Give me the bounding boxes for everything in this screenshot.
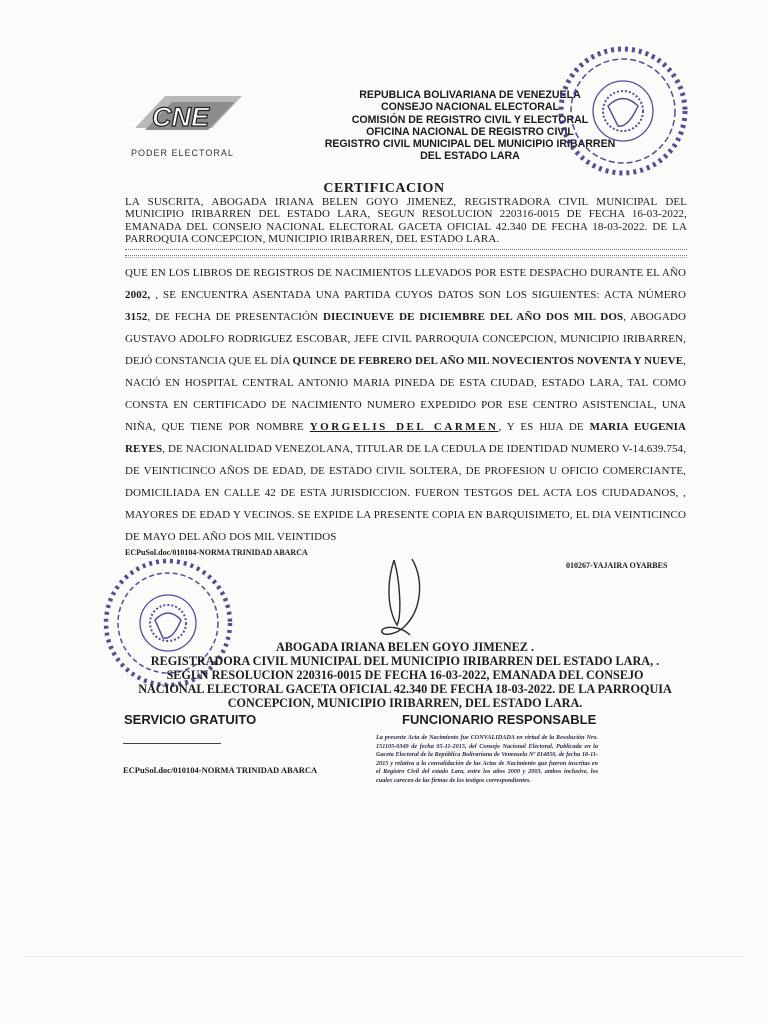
intro-paragraph: LA SUSCRITA, ABOGADA IRIANA BELEN GOYO JIMENEZ, REGISTRADORA CIVIL MUNICIPAL DEL MUNICIPIO IRIBARREN DEL ESTADO LARA, SEGUN RESOLUCION 220316-0015 DE FECHA 16-03-2022, EMANADA DEL CONSEJO NACIONAL ELECTORAL GACETA OFICIAL 42.340 DE FECHA 18-03-2022. DE LA PARROQUIA CONCEPCION, MUNICIPIO IRIBARREN, DEL ESTADO LARA. xyxy=(125,196,687,245)
footer-line: CONCEPCION, MUNICIPIO IRIBARREN, DEL ESTADO LARA. xyxy=(227,696,583,710)
footer-line: NACIONAL ELECTORAL GACETA OFICIAL 42.340 DE FECHA 18-03-2022. DE LA PARROQUIA xyxy=(138,682,672,696)
body-text: , DE NACIONALIDAD VENEZOLANA, TITULAR DE LA CEDULA DE IDENTIDAD NUMERO V-14.639.754, DE VEINTICINCO AÑOS DE EDAD, DE ESTADO CIVIL SOLTERA, DE PROFESION U OFICIO COMERCIANTE, DOMICILIADA EN CALLE 42 DE ESTA JURISDICCION. FUERON TESTGOS DEL ACTA LOS CIUDADANOS, , MAYORES DE EDAD Y VECINOS. SE EXPIDE LA PRESENTE COPIA EN BARQUISIMETO, EL DIA VEINTICINCO DE MAYO DEL AÑO DOS MIL VEINTIDOS xyxy=(125,443,686,543)
footer-line: SEGUN RESOLUCION 220316-0015 DE FECHA 16-03-2022, EMANADA DEL CONSEJO xyxy=(166,668,644,682)
presentation-date: DIECINUEVE DE DICIEMBRE DEL AÑO DOS MIL DOS xyxy=(322,311,624,323)
svg-text:CNE: CNE xyxy=(152,102,210,132)
separator xyxy=(125,257,687,258)
logo-caption: PODER ELECTORAL xyxy=(131,148,234,158)
header-line: REGISTRO CIVIL MUNICIPAL DEL MUNICIPIO IRIBARREN xyxy=(324,138,616,151)
free-service-label: SERVICIO GRATUITO xyxy=(124,712,257,727)
official-seal-icon xyxy=(548,36,698,186)
child-name: YORGELIS DEL CARMEN xyxy=(309,421,499,433)
page-edge xyxy=(25,956,743,957)
ref-left: ECPuSol.doc/010104-NORMA TRINIDAD ABARCA xyxy=(125,548,308,557)
header-line: COMISIÓN DE REGISTRO CIVIL Y ELECTORAL xyxy=(351,113,589,126)
body-text: QUE EN LOS LIBROS DE REGISTROS DE NACIMIENTOS LLEVADOS POR ESTE DESPACHO DURANTE EL AÑO xyxy=(125,267,686,279)
birth-date: QUINCE DE FEBRERO DEL AÑO MIL NOVECIENTOS NOVENTA Y NUEVE xyxy=(292,355,684,367)
body-text: , Y ES HIJA DE xyxy=(498,421,590,433)
ref-bottom: ECPuSol.doc/010104-NORMA TRINIDAD ABARCA xyxy=(123,765,318,775)
document-title: CERTIFICACION xyxy=(323,181,445,196)
body-text: , NACIÓ EN HOSPITAL CENTRAL ANTONIO MARIA PINEDA DE ESTA CIUDAD, ESTADO LARA, TAL COMO CONSTA EN CERTIFICADO DE NACIMIENTO NUMERO EXPEDIDO POR ESE CENTRO ASISTENCIAL, UNA NIÑA, QUE TIENE POR NOMBRE xyxy=(125,355,686,433)
body-text: , SE ENCUENTRA ASENTADA UNA PARTIDA CUYOS DATOS SON LOS SIGUIENTES: ACTA NÚMERO xyxy=(155,289,687,301)
ref-right: 010267-YAJAIRA OYARBES xyxy=(566,561,668,570)
footer-line: ABOGADA IRIANA BELEN GOYO JIMENEZ . xyxy=(275,640,534,654)
body-text: , DE FECHA DE PRESENTACIÓN xyxy=(147,311,323,323)
mother-name: MARIA EUGENIA REYES xyxy=(125,421,687,455)
certification-body xyxy=(125,262,686,548)
footer-line: REGISTRADORA CIVIL MUNICIPAL DEL MUNICIPIO IRIBARREN DEL ESTADO LARA, . xyxy=(150,654,660,668)
signature-icon xyxy=(372,555,442,645)
header-line: DEL ESTADO LARA xyxy=(420,150,520,163)
header-line: OFICINA NACIONAL DE REGISTRO CIVIL xyxy=(366,125,574,138)
header-line: CONSEJO NACIONAL ELECTORAL xyxy=(381,101,559,114)
registrar-block xyxy=(110,640,700,710)
validation-stamp: La presente Acta de Nacimiento fue CONVALIDADA en virtud de la Resolución Nro. 151105-0349 de fecha 05-11-2015, del Consejo Nacional Electoral, Publicada en la Gaceta Electoral de la República Bolivariana de Venezuela Nº 814850, de fecha 18-11-2015 y relativa a la convalidación de las Actas de Nacimiento que fueron inscritas en el Registro Civil del estado Lara, entre los años 2000 y 2003, ambos inclusive, los cuales carecen de las firmas de los testigos correspondientes. xyxy=(376,734,598,784)
acta-number: 3152 xyxy=(125,311,148,323)
separator xyxy=(125,249,687,256)
body-text: , ABOGADO GUSTAVO ADOLFO RODRIGUEZ ESCOBAR, JEFE CIVIL PARROQUIA CONCEPCION, MUNICIPIO IRIBARREN, DEJÓ CONSTANCIA QUE EL DÍA xyxy=(125,311,686,367)
signature-line xyxy=(123,743,221,744)
header-line: REPUBLICA BOLIVARIANA DE VENEZUELA xyxy=(359,89,581,101)
registry-year: 2002, xyxy=(125,289,156,301)
responsible-officer-label: FUNCIONARIO RESPONSABLE xyxy=(402,712,597,727)
